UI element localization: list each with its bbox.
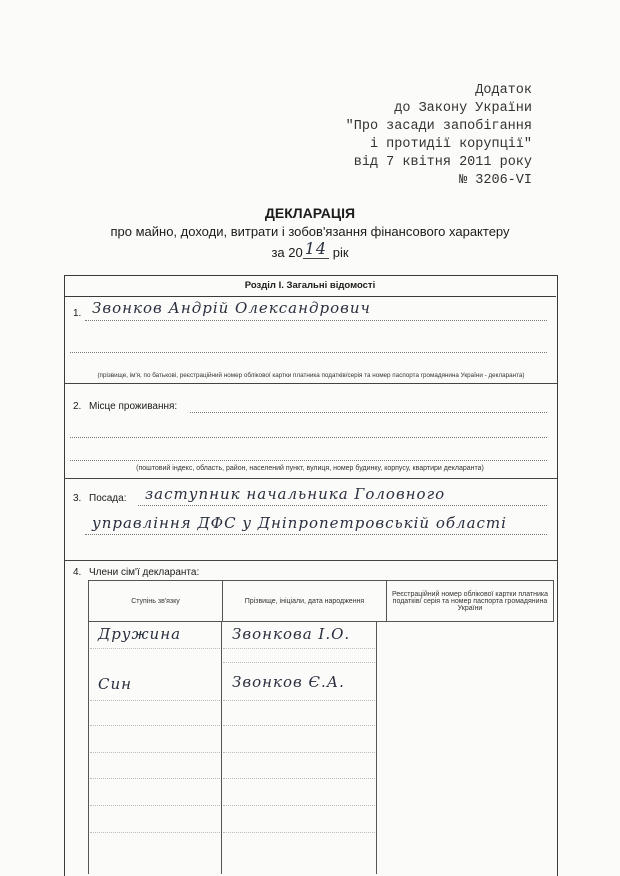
year-handwritten: 14 [304, 239, 328, 258]
appendix-line: і протидії корупції" [369, 137, 532, 152]
item3-number: 3. [73, 493, 82, 504]
member-relation: Син [98, 675, 133, 693]
row-line [90, 700, 220, 701]
member-relation: Дружина [98, 625, 182, 643]
item2-caption: (поштовий індекс, область, район, населений пункт, вулиця, номер будинку, корпусу, квартири декларанта) [136, 465, 484, 472]
item2-line-3 [70, 460, 547, 461]
appendix-line: від 7 квітня 2011 року [353, 155, 532, 170]
item2-divider [64, 478, 557, 479]
member-name: Звонков Є.А. [232, 673, 345, 691]
declaration-year [0, 239, 620, 261]
column-relation: Ступінь зв'язку [89, 581, 223, 622]
appendix-line: Додаток [475, 83, 532, 98]
position-line-1: заступник начальника Головного [145, 485, 446, 503]
item4-label: Члени сім'ї декларанта: [89, 567, 200, 578]
column-registration-number: Реєстраційний номер облікової картки платника податків/ серія та номер паспорта громадянина України [387, 581, 554, 622]
row-line [90, 752, 220, 753]
row-line [90, 648, 220, 649]
row-line [223, 648, 375, 649]
item1-divider [64, 383, 557, 384]
declaration-subtitle: про майно, доходи, витрати і зобов'язання фінансового характеру [110, 224, 510, 239]
row-line [223, 662, 375, 663]
family-members-table [88, 580, 554, 622]
table-col-sep-2 [376, 621, 377, 874]
row-line [223, 752, 375, 753]
row-line [223, 778, 375, 779]
year-suffix: рік [332, 245, 349, 260]
table-left-border [88, 621, 89, 874]
item1-line [85, 320, 547, 321]
family-table-header [89, 581, 554, 622]
row-line [223, 725, 375, 726]
section1-header: Розділ І. Загальні відомості [64, 275, 556, 297]
row-line [90, 832, 220, 833]
appendix-line: № 3206-VI [459, 173, 532, 188]
appendix-line: до Закону України [394, 101, 532, 116]
table-col-sep-1 [221, 621, 222, 874]
row-line [90, 725, 220, 726]
year-prefix: за 20 [271, 245, 303, 260]
item3-divider [64, 560, 557, 561]
appendix-block [272, 82, 532, 190]
column-name: Прізвище, ініціали, дата народження [223, 581, 387, 622]
item3-label: Посада: [89, 493, 127, 504]
row-line [223, 700, 375, 701]
item2-label: Місце проживання: [89, 401, 178, 412]
item2-number: 2. [73, 401, 82, 412]
position-line-2: управління ДФС у Дніпропетровській області [92, 514, 507, 532]
item3-line-1 [138, 505, 547, 506]
row-line [90, 778, 220, 779]
table-row [232, 673, 345, 691]
row-line [223, 805, 375, 806]
member-name: Звонкова І.О. [232, 625, 351, 643]
item4-number: 4. [73, 567, 82, 578]
declaration-heading: ДЕКЛАРАЦІЯ [264, 205, 356, 221]
table-row [98, 625, 181, 643]
table-row [232, 625, 350, 643]
table-row [98, 675, 132, 693]
item3-line-2 [85, 534, 547, 535]
row-line [90, 805, 220, 806]
appendix-line: "Про засади запобігання [345, 119, 532, 134]
declarant-name: Звонков Андрій Олександрович [92, 299, 371, 317]
item1-number: 1. [73, 308, 82, 319]
item2-line-2 [70, 437, 547, 438]
item1-line-2 [70, 352, 547, 353]
item1-caption: (прізвище, ім'я, по батькові, реєстраційний номер облікової картки платника податків/серія та номер паспорта громадянина України - декларанта) [97, 372, 525, 379]
row-line [223, 832, 375, 833]
item2-line-1 [190, 412, 547, 413]
